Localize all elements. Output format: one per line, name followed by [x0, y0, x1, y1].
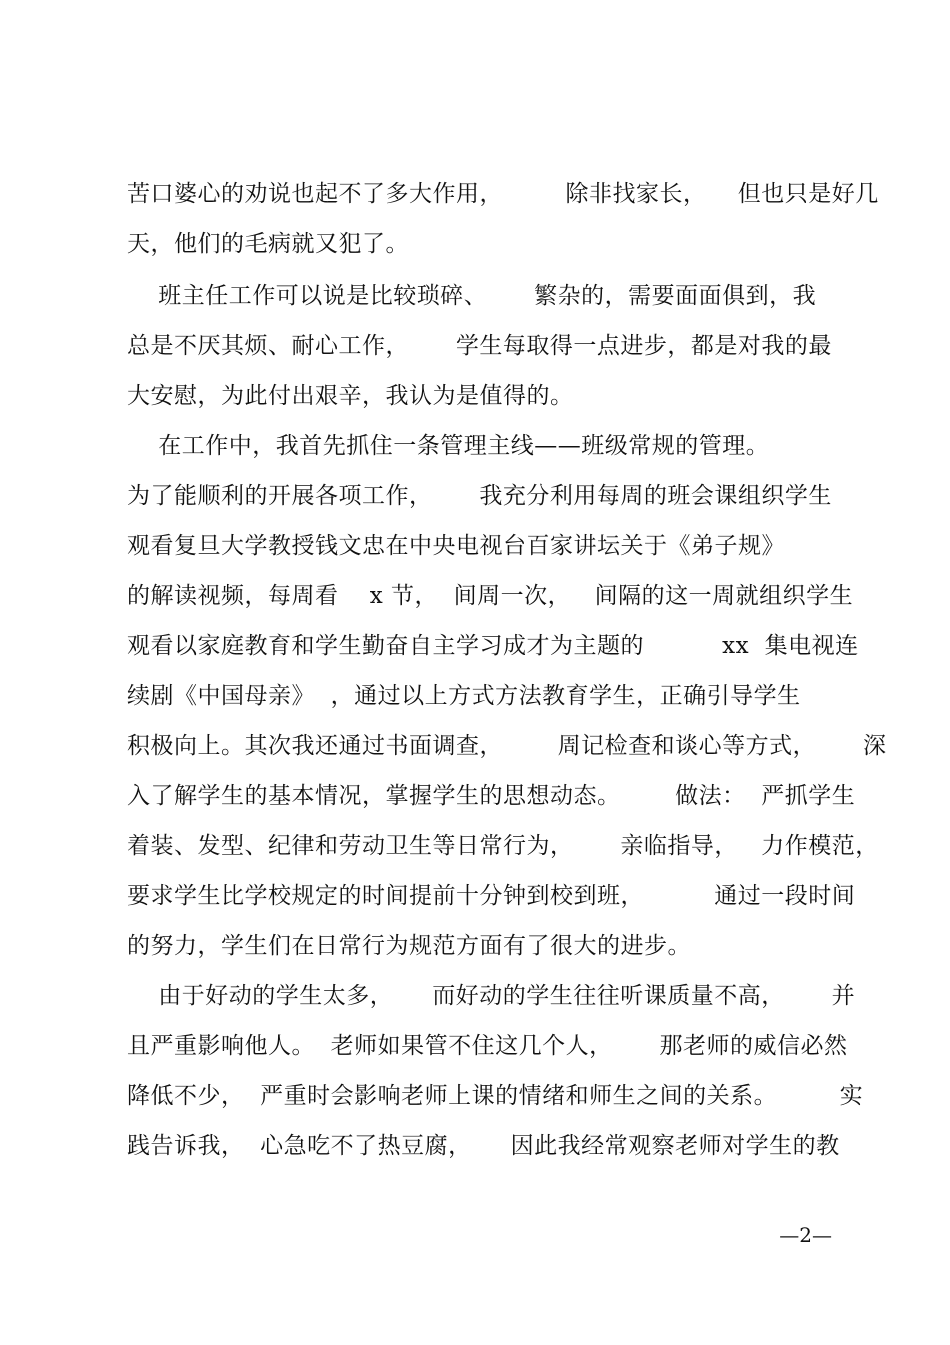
text-line: 总是不厌其烦、耐心工作， 学生每取得一点进步，都是对我的最	[127, 333, 832, 359]
text-line: 苦口婆心的劝说也起不了多大作用， 除非找家长， 但也只是好几	[127, 181, 879, 207]
text-line: 在工作中，我首先抓住一条管理主线——班级常规的管理。	[127, 433, 770, 459]
text-line: 观看以家庭教育和学生勤奋自主学习成才为主题的 xx 集电视连	[127, 633, 859, 659]
text-line: 大安慰，为此付出艰辛，我认为是值得的。	[127, 383, 574, 409]
text-line: 天，他们的毛病就又犯了。	[127, 231, 409, 257]
page-number: —2—	[779, 1223, 832, 1247]
text-line: 着装、发型、纪律和劳动卫生等日常行为， 亲临指导， 力作模范，	[127, 833, 879, 859]
text-line: 班主任工作可以说是比较琐碎、 繁杂的，需要面面俱到，我	[127, 283, 817, 309]
text-line: 且严重影响他人。 老师如果管不住这几个人， 那老师的威信必然	[127, 1033, 848, 1059]
text-line: 观看复旦大学教授钱文忠在中央电视台百家讲坛关于《弟子规》	[127, 533, 785, 559]
text-line: 的努力，学生们在日常行为规范方面有了很大的进步。	[127, 933, 691, 959]
text-line: 积极向上。其次我还通过书面调查， 周记检查和谈心等方式， 深	[127, 733, 887, 759]
text-line: 的解读视频，每周看 x 节， 间周一次， 间隔的这一周就组织学生	[127, 583, 854, 609]
text-line: 为了能顺利的开展各项工作， 我充分利用每周的班会课组织学生	[127, 483, 832, 509]
text-line: 践告诉我， 心急吃不了热豆腐， 因此我经常观察老师对学生的教	[127, 1133, 840, 1159]
text-line: 由于好动的学生太多， 而好动的学生往往听课质量不高， 并	[127, 983, 856, 1009]
text-line: 入了解学生的基本情况，掌握学生的思想动态。 做法： 严抓学生	[127, 783, 856, 809]
text-line: 降低不少， 严重时会影响老师上课的情绪和师生之间的关系。 实	[127, 1083, 864, 1109]
text-line: 要求学生比学校规定的时间提前十分钟到校到班， 通过一段时间	[127, 883, 856, 909]
text-line: 续剧《中国母亲》 ，通过以上方式方法教育学生，正确引导学生	[127, 683, 801, 709]
